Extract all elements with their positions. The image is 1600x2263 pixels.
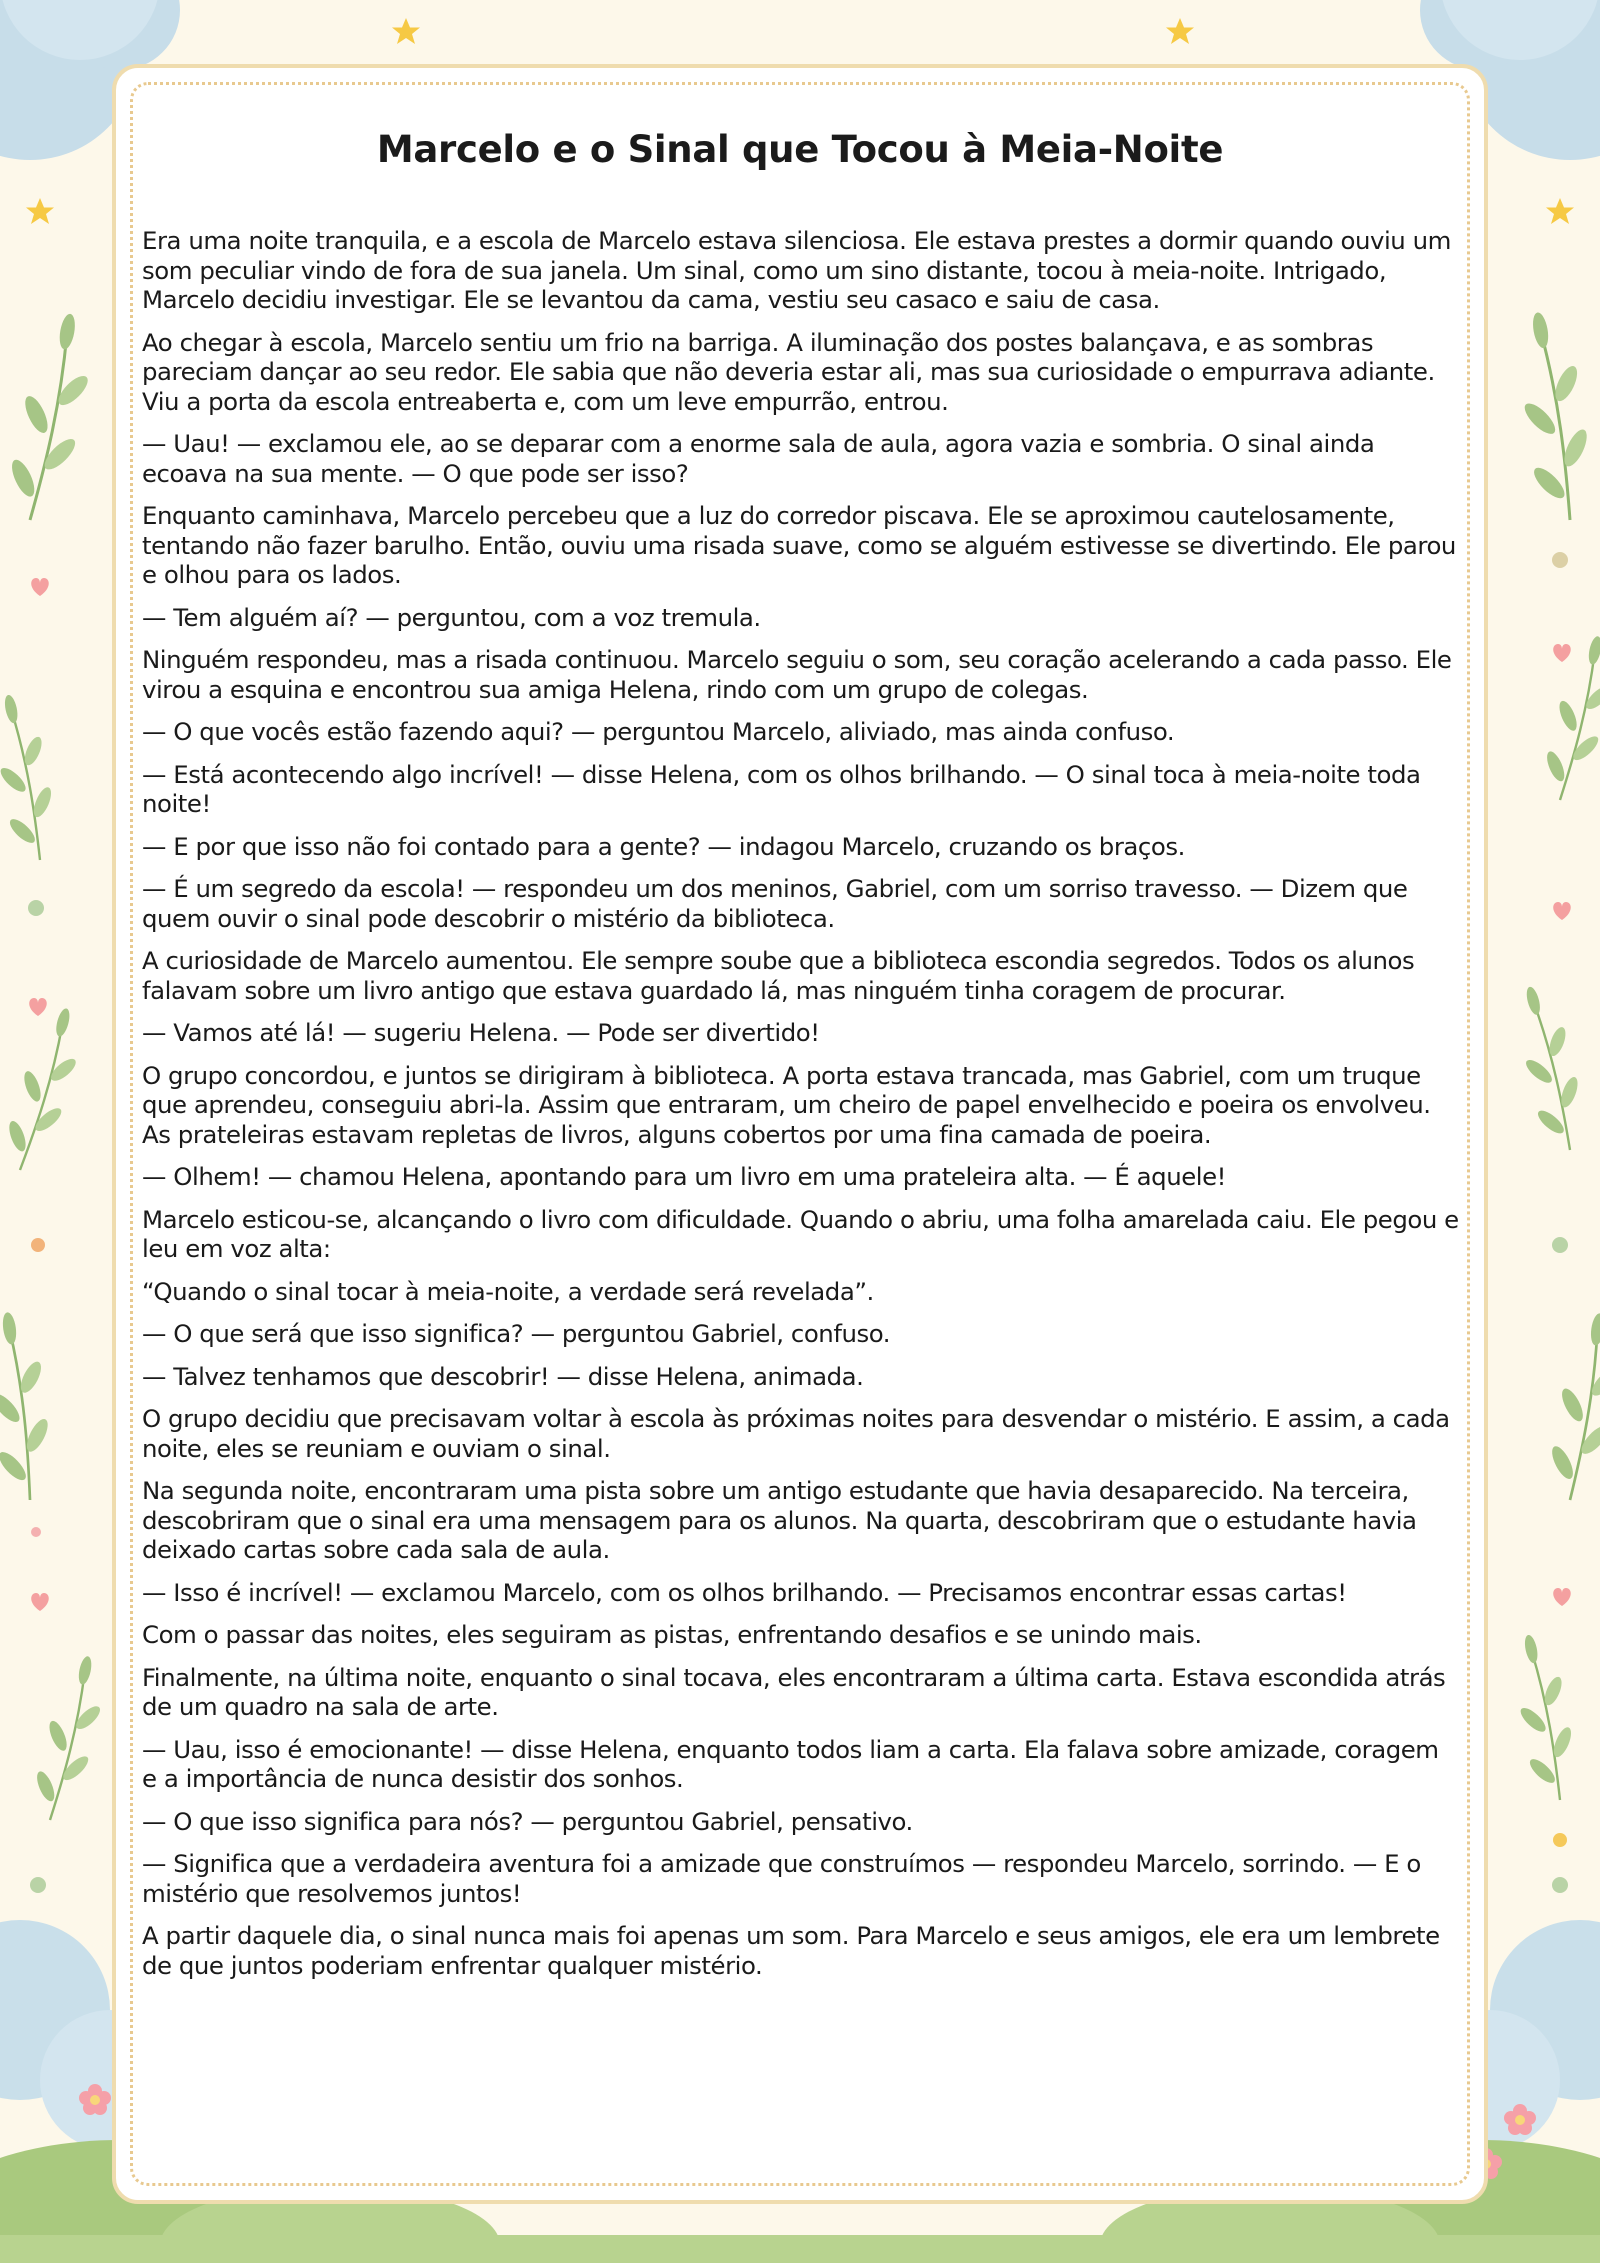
story-paragraph: Enquanto caminhava, Marcelo percebeu que a luz do corredor piscava. Ele se aproximou cautelosamente, tentando não fazer barulho. Então, ouviu uma risada suave, como se alguém estivesse se divertindo. Ele parou e olhou para os lados. [142, 501, 1456, 589]
story-paragraph: A curiosidade de Marcelo aumentou. Ele sempre soube que a biblioteca escondia segredos. Todos os alunos falavam sobre um livro antigo que estava guardado lá, mas ninguém tinha coragem de procurar. [142, 946, 1415, 1005]
story-paragraph: — Talvez tenhamos que descobrir! — disse Helena, animada. [142, 1361, 864, 1391]
story-paragraph: — Olhem! — chamou Helena, apontando para um livro em uma prateleira alta. — É aquele! [142, 1162, 1226, 1191]
story-paragraph: — O que isso significa para nós? — perguntou Gabriel, pensativo. [142, 1806, 913, 1836]
story-paragraph: — O que vocês estão fazendo aqui? — perguntou Marcelo, aliviado, mas ainda confuso. [142, 717, 1175, 746]
story-paragraph: Com o passar das noites, eles seguiram as pistas, enfrentando desafios e se unindo mais. [142, 1620, 1202, 1649]
story-paragraph: A partir daquele dia, o sinal nunca mais foi apenas um som. Para Marcelo e seus amigos, ele era um lembrete de que juntos poderiam enfrentar qualquer mistério. [142, 1921, 1440, 1980]
story-paragraph: Ao chegar à escola, Marcelo sentiu um frio na barriga. A iluminação dos postes balançava, e as sombras pareciam dançar ao seu redor. Ele sabia que não deveria estar ali, mas sua curiosidade o empurrava adiante. Viu a porta da escola entreaberta e, com um leve empurrão, entrou. [142, 327, 1435, 416]
story-paragraph: Na segunda noite, encontraram uma pista sobre um antigo estudante que havia desaparecido. Na terceira, descobriram que o sinal era uma mensagem para os alunos. Na quarta, descobriram que o estudante havia deixado cartas sobre cada sala de aula. [142, 1476, 1417, 1564]
story-paragraph: — Vamos até lá! — sugeriu Helena. — Pode ser divertido! [142, 1018, 820, 1047]
story-paragraph: — É um segredo da escola! — respondeu um dos meninos, Gabriel, com um sorriso travesso. — Dizem que quem ouvir o sinal pode descobrir o mistério da biblioteca. [142, 874, 1408, 933]
story-paragraph: Ninguém respondeu, mas a risada continuou. Marcelo seguiu o som, seu coração acelerando a cada passo. Ele virou a esquina e encontrou sua amiga Helena, rindo com um grupo de colegas. [142, 645, 1452, 704]
story-paragraph: — Está acontecendo algo incrível! — disse Helena, com os olhos brilhando. — O sinal toca à meia-noite toda noite! [142, 759, 1421, 818]
story-paragraph: — Tem alguém aí? — perguntou, com a voz tremula. [142, 602, 761, 632]
story-paragraph: — Uau, isso é emocionante! — disse Helena, enquanto todos liam a carta. Ela falava sobre amizade, coragem e a importância de nunca desistir dos sonhos. [142, 1734, 1439, 1793]
story-paragraph: “Quando o sinal tocar à meia-noite, a verdade será revelada”. [142, 1276, 874, 1306]
story-paragraph: Marcelo esticou-se, alcançando o livro com dificuldade. Quando o abriu, uma folha amarelada caiu. Ele pegou e leu em voz alta: [142, 1204, 1459, 1263]
story-paragraph: O grupo decidiu que precisavam voltar à escola às próximas noites para desvendar o mistério. E assim, a cada noite, eles se reuniam e ouviam o sinal. [142, 1404, 1450, 1463]
story-paragraph: — E por que isso não foi contado para a gente? — indagou Marcelo, cruzando os braços. [142, 831, 1185, 861]
page-title: Marcelo e o Sinal que Tocou à Meia-Noite [376, 128, 1224, 171]
story-body [142, 226, 1460, 1993]
story-paragraph: Finalmente, na última noite, enquanto o sinal tocava, eles encontraram a última carta. Estava escondida atrás de um quadro na sala de arte. [142, 1662, 1446, 1721]
story-paragraph: Era uma noite tranquila, e a escola de Marcelo estava silenciosa. Ele estava prestes a dormir quando ouviu um som peculiar vindo de fora de sua janela. Um sinal, como um sino distante, tocou à meia-noite. Intrigado, Marcelo decidiu investigar. Ele se levantou da cama, vestiu seu casaco e saiu de casa. [142, 226, 1451, 314]
story-paragraph: — Uau! — exclamou ele, ao se deparar com a enorme sala de aula, agora vazia e sombria. O sinal ainda ecoava na sua mente. — O que pode ser isso? [142, 429, 1375, 488]
story-paragraph: O grupo concordou, e juntos se dirigiram à biblioteca. A porta estava trancada, mas Gabriel, com um truque que aprendeu, conseguiu abri-la. Assim que entraram, um cheiro de papel envelhecido e poeira os envolveu. As prateleiras estavam repletas de livros, alguns cobertos por uma fina camada de poeira. [142, 1060, 1431, 1149]
story-paragraph: — Significa que a verdadeira aventura foi a amizade que construímos — respondeu Marcelo, sorrindo. — E o mistério que resolvemos juntos! [142, 1849, 1421, 1908]
story-paragraph: — O que será que isso significa? — perguntou Gabriel, confuso. [142, 1319, 891, 1348]
story-paragraph: — Isso é incrível! — exclamou Marcelo, com os olhos brilhando. — Precisamos encontrar essas cartas! [142, 1577, 1347, 1607]
